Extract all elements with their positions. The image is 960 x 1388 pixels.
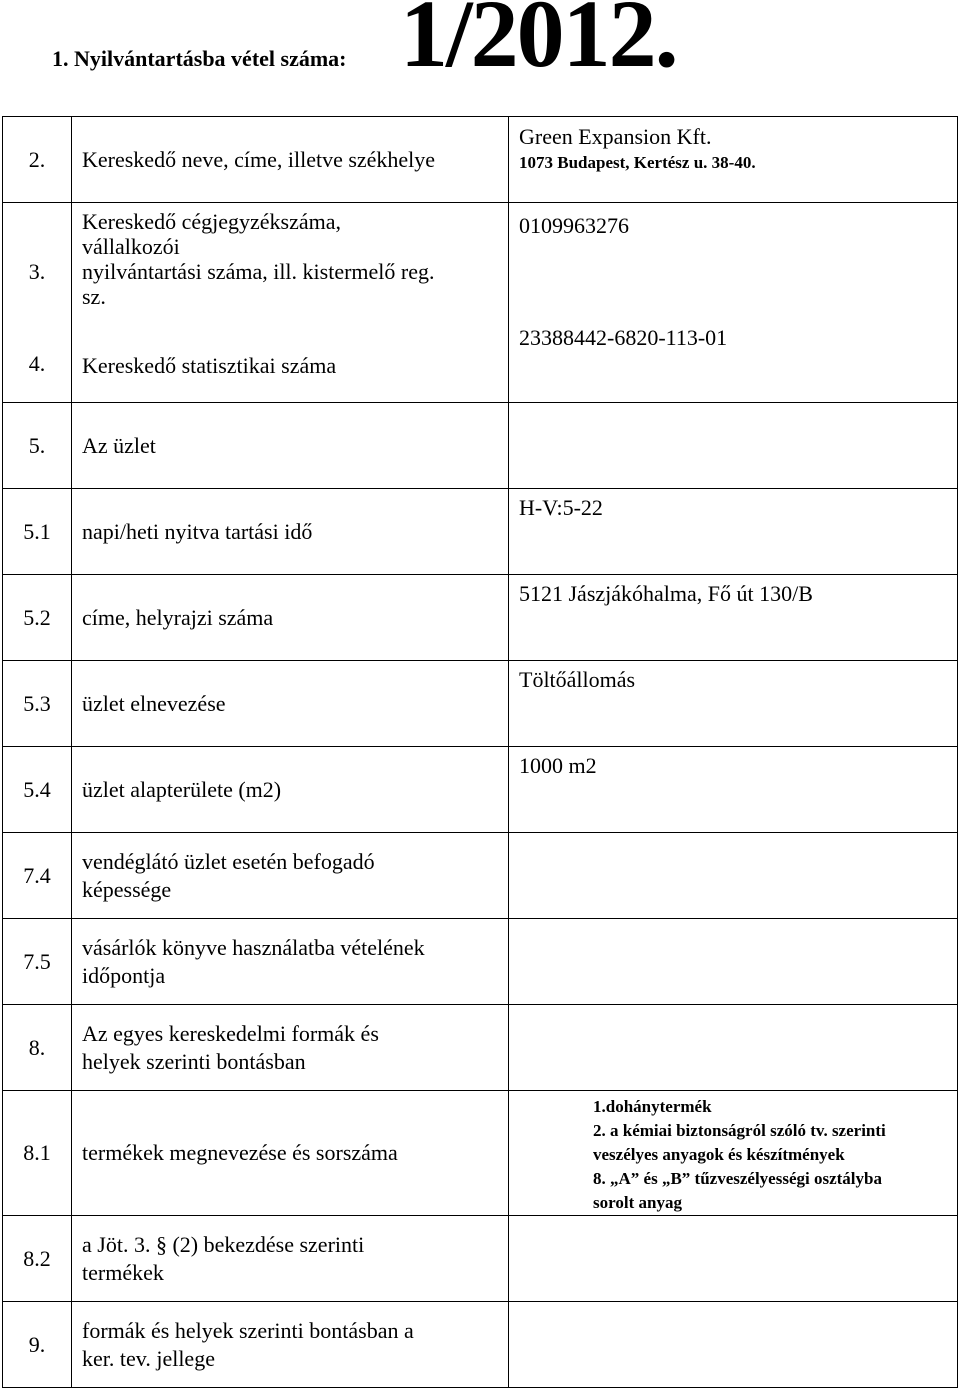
table-row: [3, 1302, 958, 1388]
row-number: 8.1: [3, 1091, 72, 1216]
registration-number-label: 1. Nyilvántartásba vétel száma:: [52, 46, 347, 71]
row-value: [509, 403, 958, 489]
product-item: sorolt anyag: [593, 1193, 682, 1212]
label-line: ker. tev. jellege: [82, 1345, 215, 1371]
table-row: [3, 919, 958, 1005]
table-row: [3, 575, 958, 661]
label-line: képessége: [82, 876, 172, 902]
registry-form-table: [2, 116, 958, 1388]
company-registry-number: 0109963276: [519, 213, 629, 238]
row-label: termékek megnevezése és sorszáma: [72, 1091, 509, 1216]
row-label: napi/heti nyitva tartási idő: [72, 489, 509, 575]
label-line: vásárlók könyve használatba vételének: [82, 934, 425, 960]
row-number: 5.4: [3, 747, 72, 833]
label-line: helyek szerinti bontásban: [82, 1048, 306, 1074]
row-value: [509, 919, 958, 1005]
row-number: 4.: [28, 351, 46, 376]
table-row: [3, 489, 958, 575]
table-row: [3, 403, 958, 489]
row-number: 8.2: [3, 1216, 72, 1302]
row-label: [72, 1005, 509, 1091]
table-row: [3, 117, 958, 203]
shop-name: Töltőállomás: [509, 661, 958, 747]
label-line: vállalkozói: [82, 234, 180, 259]
row-value: [509, 1005, 958, 1091]
table-row: [3, 661, 958, 747]
merchant-name-address: [509, 117, 958, 203]
row-label: Kereskedő neve, címe, illetve székhelye: [72, 117, 509, 203]
row-label: [72, 833, 509, 919]
row-number: 8.: [3, 1005, 72, 1091]
row-number-group: [3, 203, 72, 403]
row-number: 9.: [3, 1302, 72, 1388]
row-number: 5.2: [3, 575, 72, 661]
shop-floor-area: 1000 m2: [509, 747, 958, 833]
row-label: Az üzlet: [72, 403, 509, 489]
value-group: [509, 203, 958, 403]
table-row: [3, 1091, 958, 1216]
statistical-number-label: Kereskedő statisztikai száma: [82, 353, 337, 378]
label-line: vendéglátó üzlet esetén befogadó: [82, 848, 375, 874]
label-line: Az egyes kereskedelmi formák és: [82, 1020, 379, 1046]
table-row: [3, 1216, 958, 1302]
merchant-name: Green Expansion Kft.: [519, 124, 712, 149]
row-label: [72, 919, 509, 1005]
row-number: 5.: [3, 403, 72, 489]
row-number: 2.: [3, 117, 72, 203]
product-list: [509, 1091, 958, 1216]
row-number: 7.5: [3, 919, 72, 1005]
table-row: [3, 747, 958, 833]
label-line: a Jöt. 3. § (2) bekezdése szerinti: [82, 1231, 365, 1257]
row-label-group: [72, 203, 509, 403]
statistical-number: 23388442-6820-113-01: [519, 325, 728, 350]
label-line: Kereskedő cégjegyzékszáma,: [82, 209, 341, 234]
shop-address: 5121 Jászjákóhalma, Fő út 130/B: [509, 575, 958, 661]
table-row: [3, 833, 958, 919]
product-item: 8. „A” és „B” tűzveszélyességi osztályba: [593, 1169, 882, 1188]
document-header: [0, 0, 960, 118]
opening-hours: H-V:5-22: [509, 489, 958, 575]
row-value: [509, 1302, 958, 1388]
row-label: [72, 1302, 509, 1388]
label-line: nyilvántartási száma, ill. kistermelő reg.: [82, 259, 435, 284]
product-item: 1.dohánytermék: [593, 1097, 712, 1116]
product-item: 2. a kémiai biztonságról szóló tv. szerinti: [593, 1121, 886, 1140]
row-label: címe, helyrajzi száma: [72, 575, 509, 661]
row-number: 5.3: [3, 661, 72, 747]
registration-number-value: 1/2012.: [400, 0, 677, 87]
row-label: üzlet elnevezése: [72, 661, 509, 747]
table-row: [3, 203, 958, 403]
label-line: időpontja: [82, 962, 166, 988]
table-row: [3, 1005, 958, 1091]
row-number: 3.: [28, 259, 46, 284]
row-number: 7.4: [3, 833, 72, 919]
company-registry-label: [82, 209, 435, 309]
row-label: üzlet alapterülete (m2): [72, 747, 509, 833]
label-line: sz.: [82, 284, 106, 309]
row-label: [72, 1216, 509, 1302]
row-value: [509, 833, 958, 919]
label-line: termékek: [82, 1259, 164, 1285]
merchant-address: 1073 Budapest, Kertész u. 38-40.: [519, 153, 756, 172]
product-item: veszélyes anyagok és készítmények: [593, 1145, 845, 1164]
row-number: 5.1: [3, 489, 72, 575]
row-value: [509, 1216, 958, 1302]
label-line: formák és helyek szerinti bontásban a: [82, 1317, 414, 1343]
